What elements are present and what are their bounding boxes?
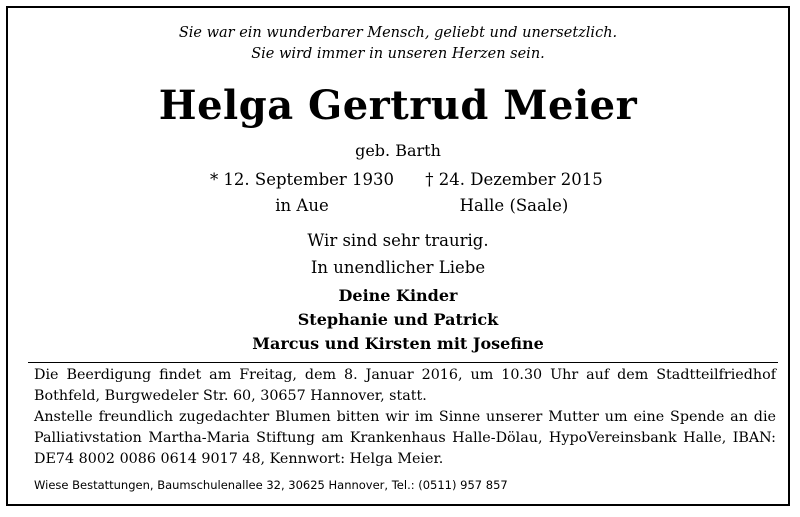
quote-line-1: Sie war ein wunderbarer Mensch, geliebt und unersetzlich. (178, 25, 618, 41)
signer-3: Marcus und Kirsten mit Josefine (252, 334, 544, 353)
signer-2: Stephanie und Patrick (297, 310, 499, 329)
obituary-notice (6, 6, 790, 506)
quote-line-2: Sie wird immer in unseren Herzen sein. (251, 46, 545, 62)
mourning-line-2: In unendlicher Liebe (310, 258, 486, 277)
death-place: Halle (Saale) (459, 196, 569, 215)
divider (28, 362, 778, 363)
death-info (384, 167, 644, 219)
mourning-line-1: Wir sind sehr traurig. (307, 231, 489, 250)
funeral-details: Die Beerdigung findet am Freitag, dem 8. Januar 2016, um 10.30 Uhr auf dem Stadtteilfriedhof Bothfeld, Burgwedeler Str. 60, 30657 Hannover, statt. (34, 367, 776, 404)
death-date: † 24. Dezember 2015 (425, 170, 603, 189)
funeral-home-footer: Wiese Bestattungen, Baumschulenallee 32, 30625 Hannover, Tel.: (0511) 957 857 (34, 478, 508, 492)
donation-details: Anstelle freundlich zugedachter Blumen bitten wir im Sinne unserer Mutter um eine Spende an die Palliativstation Martha-Maria Stiftung am Krankenhaus Halle-Dölau, HypoVereinsbank Halle, IBAN: DE74 8002 0086 0614 9017 48, Kennwort: Helga Meier. (34, 409, 776, 467)
birth-date: * 12. September 1930 (209, 170, 395, 189)
maiden-name: geb. Barth (355, 141, 441, 160)
deceased-name: Helga Gertrud Meier (158, 82, 638, 129)
birth-place: in Aue (275, 196, 329, 215)
signer-1: Deine Kinder (338, 286, 458, 305)
memorial-quote (8, 23, 788, 65)
